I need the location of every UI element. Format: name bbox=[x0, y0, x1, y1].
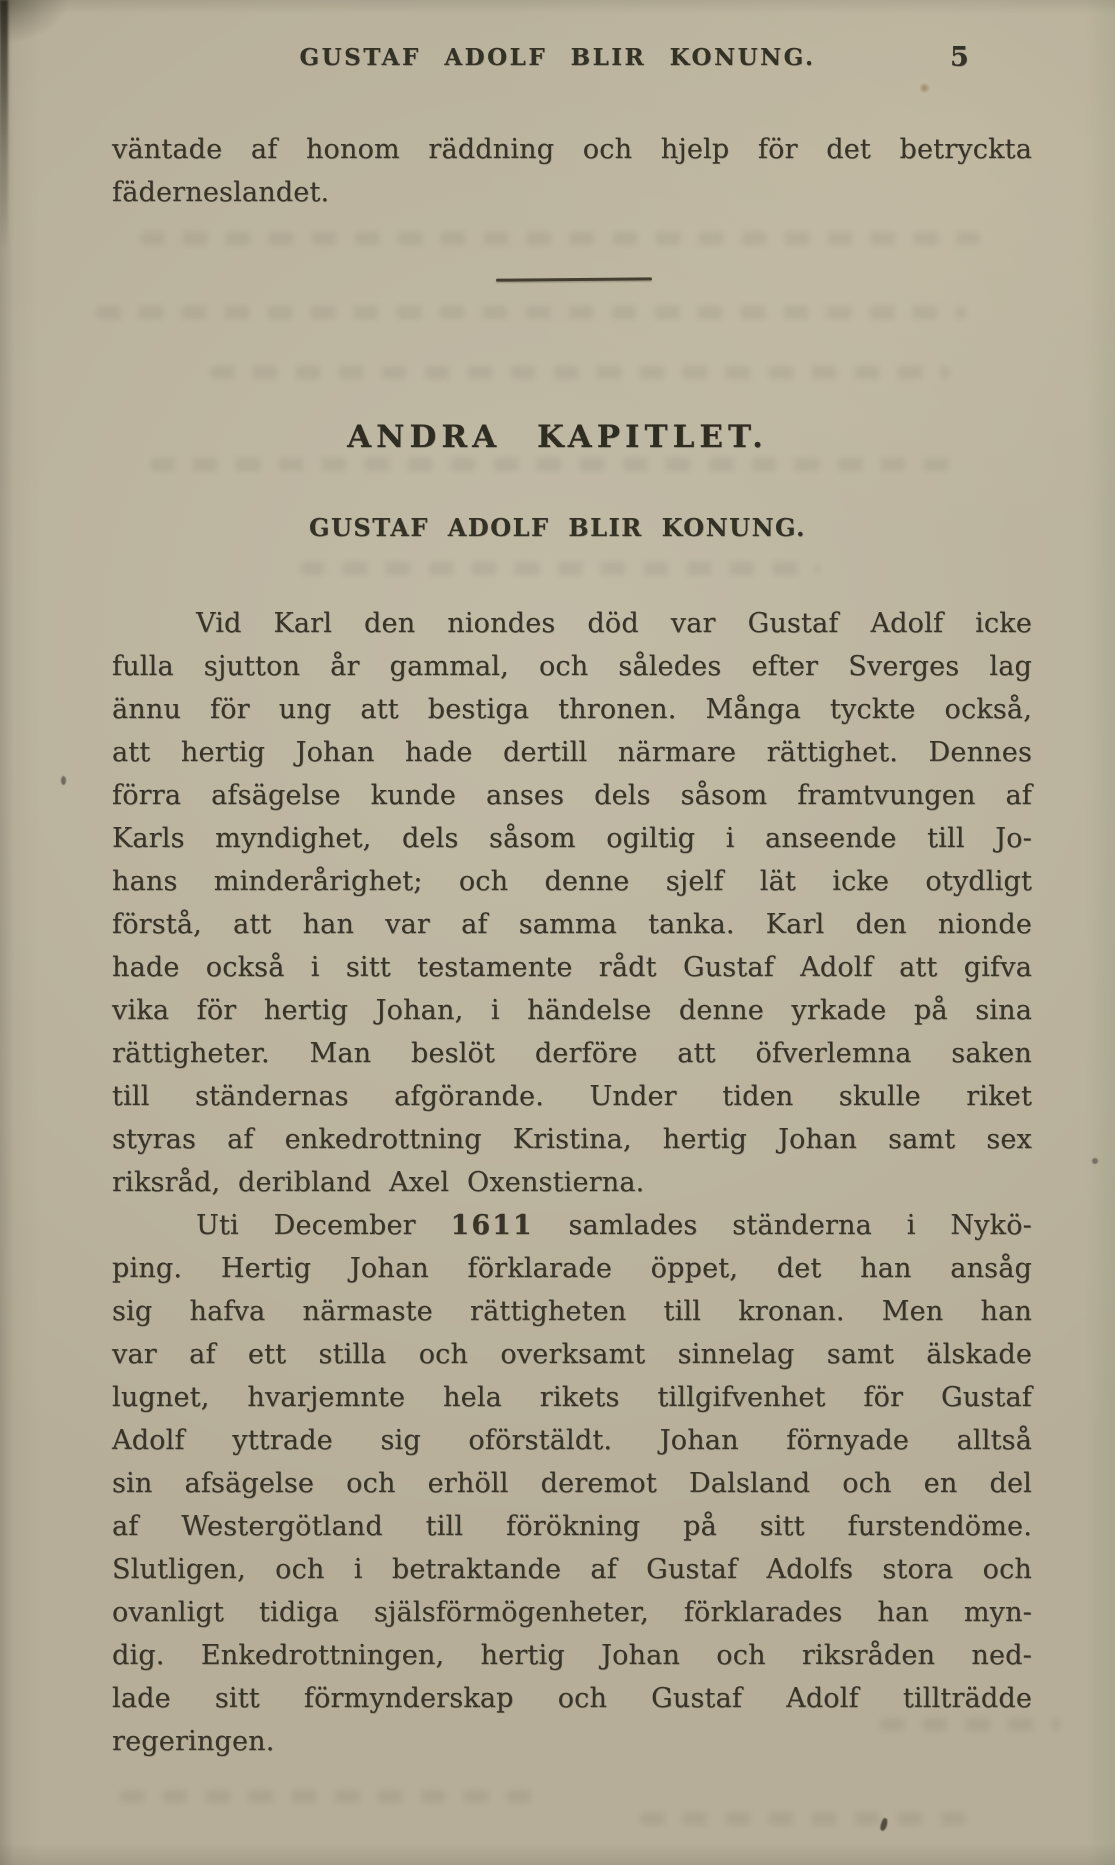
showthrough-ghost bbox=[300, 562, 820, 575]
text-line: regeringen. bbox=[112, 1726, 275, 1757]
text-line: väntade af honom räddning och hjelp för det betryckta bbox=[112, 134, 1032, 165]
text-line: till ständernas afgörande. Under tiden skulle riket bbox=[112, 1081, 1032, 1112]
text-line: förra afsägelse kunde anses dels såsom framtvungen af bbox=[112, 780, 1032, 811]
chapter-heading: ANDRA KAPITLET. bbox=[347, 419, 768, 455]
text-line: Karls myndighet, dels såsom ogiltig i anseende till Jo- bbox=[112, 823, 1032, 854]
text-line: sig hafva närmaste rättigheten till kronan. Men han bbox=[112, 1296, 1032, 1327]
ink-mark bbox=[61, 776, 66, 785]
text-segment: Uti December bbox=[196, 1210, 451, 1241]
corner-smudge bbox=[0, 0, 70, 45]
text-line: vika för hertig Johan, i händelse denne yrkade på sina bbox=[112, 995, 1032, 1026]
continuation-paragraph bbox=[112, 128, 1032, 214]
showthrough-ghost bbox=[140, 232, 980, 245]
showthrough-ghost bbox=[640, 1812, 970, 1825]
text-line: lugnet, hvarjemnte hela rikets tillgifvenhet för Gustaf bbox=[112, 1382, 1032, 1413]
text-line: fulla sjutton år gammal, och således efter Sverges lag bbox=[112, 651, 1032, 682]
section-heading: GUSTAF ADOLF BLIR KONUNG. bbox=[308, 513, 807, 542]
text-line: Vid Karl den niondes död var Gustaf Adolf icke bbox=[196, 608, 1032, 639]
text-line bbox=[112, 1204, 1032, 1247]
ink-mark bbox=[1092, 1158, 1098, 1164]
text-line: riksråd, deribland Axel Oxenstierna. bbox=[112, 1167, 645, 1198]
text-line: hade också i sitt testamente rådt Gustaf Adolf att gifva bbox=[112, 952, 1032, 983]
text-line: styras af enkedrottning Kristina, hertig Johan samt sex bbox=[112, 1124, 1032, 1155]
showthrough-ghost bbox=[150, 458, 960, 471]
text-line: hans minderårighet; och denne sjelf lät icke otydligt bbox=[112, 866, 1032, 897]
text-line: lade sitt förmynderskap och Gustaf Adolf tillträdde bbox=[112, 1683, 1032, 1714]
text-segment: samlades ständerna i Nykö- bbox=[533, 1210, 1032, 1241]
page-number: 5 bbox=[950, 42, 969, 73]
text-line: rättigheter. Man beslöt derföre att öfverlemna saken bbox=[112, 1038, 1032, 1069]
running-head-title: GUSTAF ADOLF BLIR KONUNG. bbox=[299, 44, 816, 71]
text-line: att hertig Johan hade dertill närmare rättighet. Dennes bbox=[112, 737, 1032, 768]
text-line: ping. Hertig Johan förklarade öppet, det han ansåg bbox=[112, 1253, 1032, 1284]
text-line: förstå, att han var af samma tanka. Karl den nionde bbox=[112, 909, 1032, 940]
text-line: af Westergötland till förökning på sitt furstendöme. bbox=[112, 1511, 1032, 1542]
year-1611: 1611 bbox=[450, 1210, 534, 1241]
text-line: fäderneslandet. bbox=[112, 177, 330, 208]
section-divider-rule bbox=[496, 277, 652, 281]
showthrough-ghost bbox=[96, 306, 966, 319]
text-line: dig. Enkedrottningen, hertig Johan och riksråden ned- bbox=[112, 1640, 1032, 1671]
text-line: ännu för ung att bestiga thronen. Många tyckte också, bbox=[112, 694, 1032, 725]
showthrough-ghost bbox=[120, 1790, 550, 1803]
text-line: ovanligt tidiga själsförmögenheter, förklarades han myn- bbox=[112, 1597, 1032, 1628]
text-line: Slutligen, och i betraktande af Gustaf Adolfs stora och bbox=[112, 1554, 1032, 1585]
text-line: Adolf yttrade sig oförstäldt. Johan förnyade alltså bbox=[112, 1425, 1032, 1456]
showthrough-ghost bbox=[210, 366, 950, 379]
paper-stain bbox=[919, 83, 930, 93]
text-line: sin afsägelse och erhöll deremot Dalsland och en del bbox=[112, 1468, 1032, 1499]
text-line: var af ett stilla och overksamt sinnelag samt älskade bbox=[112, 1339, 1032, 1370]
body-text bbox=[112, 602, 1032, 1763]
